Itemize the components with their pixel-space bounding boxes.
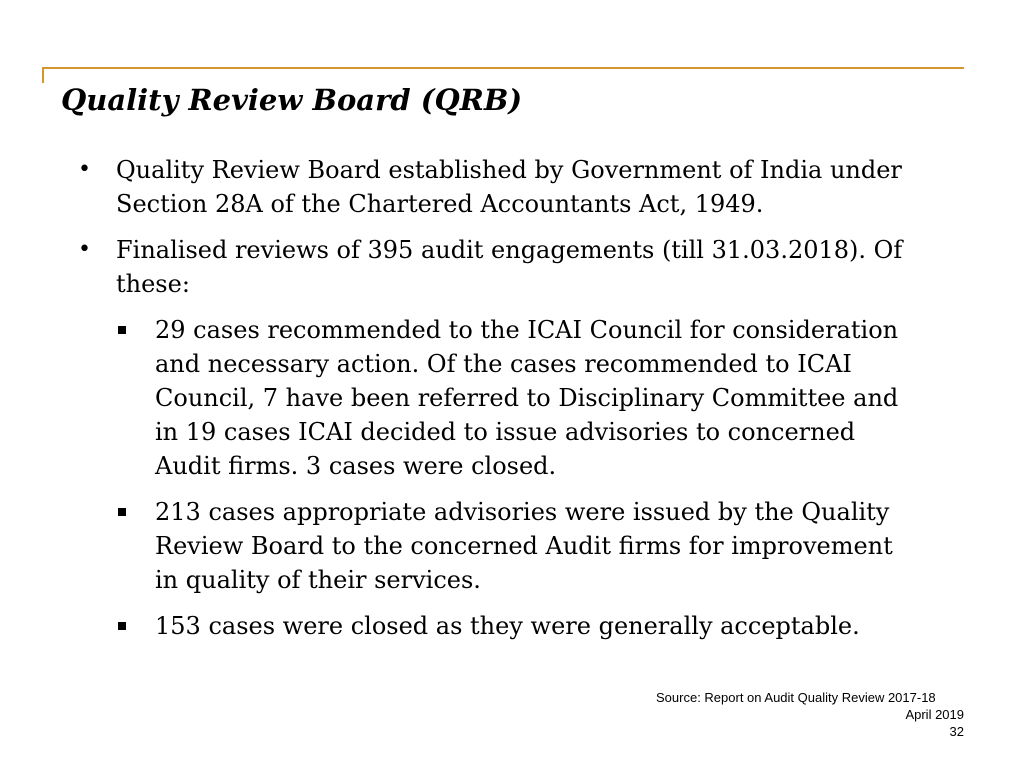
bullet-square-icon — [118, 326, 126, 334]
bullet-square-icon — [118, 622, 126, 630]
page-number: 32 — [949, 724, 964, 739]
bullet-dot-icon: • — [78, 237, 91, 262]
bullet-square-icon — [118, 508, 126, 516]
sub-bullet-text: 153 cases were closed as they were generally acceptable. — [155, 612, 860, 640]
footer-date: April 2019 — [905, 707, 964, 722]
bullet-text: Finalised reviews of 395 audit engagements (till 31.03.2018). Of these: — [116, 236, 903, 298]
sub-bullet-item — [0, 609, 915, 643]
title-rule-tick — [42, 67, 44, 83]
bullet-dot-icon: • — [78, 157, 91, 182]
bullet-text: Quality Review Board established by Government of India under Section 28A of the Chartered Accountants Act, 1949. — [116, 156, 902, 218]
sub-bullet-text: 29 cases recommended to the ICAI Council for consideration and necessary action. Of the cases recommended to ICAI Council, 7 have been referred to Disciplinary Committee and in 19 cases ICAI decided to issue advisories to concerned Audit firms. 3 cases were closed. — [155, 316, 899, 480]
sub-bullet-text: 213 cases appropriate advisories were issued by the Quality Review Board to the concerned Audit firms for improvement in quality of their services. — [155, 498, 893, 594]
title-rule — [42, 67, 964, 69]
slide-body — [0, 153, 1024, 655]
slide-title: Quality Review Board (QRB) — [61, 83, 523, 117]
bullet-item — [0, 233, 916, 301]
bullet-item — [0, 153, 916, 221]
sub-bullet-item — [0, 495, 915, 597]
sub-bullet-item — [0, 313, 915, 483]
source-note: Source: Report on Audit Quality Review 2017-18 — [656, 690, 936, 705]
